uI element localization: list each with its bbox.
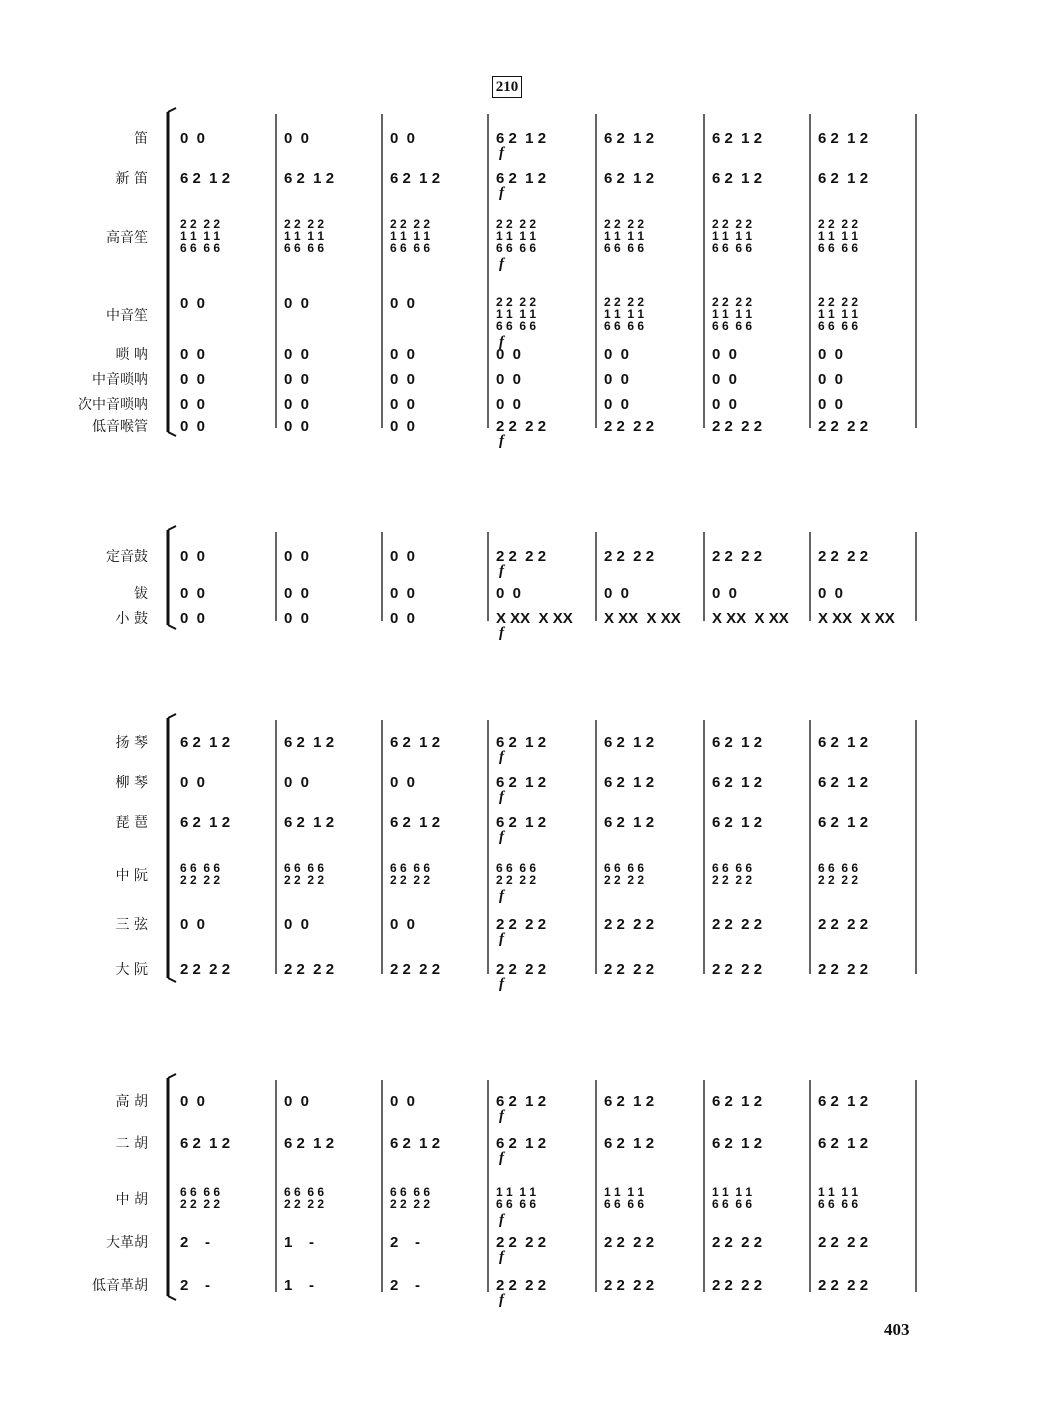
chord-voice: 2 2 2 2 (180, 873, 221, 887)
measure-notes: 2 - (180, 1277, 211, 1294)
chord-voice: 6 6 6 6 (818, 1197, 859, 1211)
measure-notes: 0 0 (712, 371, 738, 388)
dynamic-forte: f (499, 1292, 504, 1308)
system-bracket-cap (168, 1074, 176, 1078)
measure-notes: 0 0 (284, 585, 310, 602)
measure-notes: 0 0 (496, 371, 522, 388)
measure-notes: 6 2 1 2 (604, 774, 655, 791)
measure-notes (284, 218, 324, 254)
measure-notes: 0 0 (284, 1093, 310, 1110)
system-bracket-cap (168, 1296, 176, 1300)
dynamic-forte: f (499, 1108, 504, 1124)
dynamic-forte: f (499, 829, 504, 845)
measure-notes: 0 0 (180, 418, 206, 435)
measure-notes: 0 0 (180, 916, 206, 933)
chord-voice: 6 6 6 6 (604, 241, 645, 255)
measure-notes: X XX X XX (496, 610, 573, 627)
measure-notes: 6 2 1 2 (390, 1135, 441, 1152)
measure-notes (712, 862, 752, 886)
measure-notes: 6 2 1 2 (818, 130, 869, 147)
dynamic-forte: f (499, 789, 504, 805)
measure-notes: 2 2 2 2 (818, 548, 869, 565)
instrument-label: 笛 (134, 131, 148, 147)
measure-notes: 6 2 1 2 (818, 1093, 869, 1110)
measure-notes: 6 2 1 2 (712, 814, 763, 831)
measure-notes: 6 2 1 2 (284, 734, 335, 751)
measure-notes: 0 0 (604, 585, 630, 602)
measure-notes: 0 0 (284, 916, 310, 933)
measure-notes: 0 0 (284, 295, 310, 312)
measure-notes: 6 2 1 2 (180, 1135, 231, 1152)
chord-voice: 2 2 2 2 (390, 217, 431, 231)
instrument-label: 中 胡 (115, 1192, 148, 1208)
chord-voice: 6 6 6 6 (712, 1197, 753, 1211)
measure-notes: 0 0 (390, 418, 416, 435)
measure-notes: 6 2 1 2 (180, 170, 231, 187)
measure-notes: 0 0 (390, 371, 416, 388)
measure-notes (712, 218, 752, 254)
chord-voice: 1 1 1 1 (604, 1185, 645, 1199)
measure-notes (496, 218, 536, 254)
chord-voice: 6 6 6 6 (604, 861, 645, 875)
measure-notes: 6 2 1 2 (284, 814, 335, 831)
measure-notes: 2 2 2 2 (712, 916, 763, 933)
measure-notes: 0 0 (180, 585, 206, 602)
chord-voice: 6 6 6 6 (390, 241, 431, 255)
chord-voice: 1 1 1 1 (496, 229, 537, 243)
measure-notes: 6 2 1 2 (180, 734, 231, 751)
measure-notes: 0 0 (604, 346, 630, 363)
measure-notes: 2 - (390, 1277, 421, 1294)
chord-voice: 6 6 6 6 (712, 861, 753, 875)
measure-notes: 2 2 2 2 (604, 961, 655, 978)
measure-notes (180, 218, 220, 254)
measure-notes: 2 2 2 2 (604, 1277, 655, 1294)
measure-notes: 2 2 2 2 (496, 548, 547, 565)
measure-notes: 6 2 1 2 (712, 1093, 763, 1110)
instrument-label: 定音鼓 (106, 549, 148, 565)
measure-notes: 0 0 (180, 610, 206, 627)
measure-notes (496, 1186, 536, 1210)
measure-notes: 0 0 (284, 346, 310, 363)
measure-notes: 6 2 1 2 (604, 734, 655, 751)
instrument-label: 中音笙 (106, 308, 148, 324)
instrument-label: 低音革胡 (92, 1278, 148, 1294)
chord-voice: 2 2 2 2 (818, 217, 859, 231)
chord-voice: 1 1 1 1 (712, 307, 753, 321)
measure-notes (180, 862, 220, 886)
chord-voice: 6 6 6 6 (496, 319, 537, 333)
chord-voice: 2 2 2 2 (390, 1197, 431, 1211)
chord-voice: 6 6 6 6 (496, 1197, 537, 1211)
chord-voice: 2 2 2 2 (712, 295, 753, 309)
measure-notes: 0 0 (390, 396, 416, 413)
chord-voice: 2 2 2 2 (284, 873, 325, 887)
instrument-label: 高 胡 (115, 1094, 148, 1110)
system-bracket-cap (168, 108, 176, 112)
measure-notes: X XX X XX (712, 610, 789, 627)
instrument-label: 中音唢呐 (92, 372, 148, 388)
measure-notes: 0 0 (496, 346, 522, 363)
dynamic-forte: f (499, 334, 504, 350)
system-bracket-cap (168, 625, 176, 629)
chord-voice: 6 6 6 6 (284, 241, 325, 255)
measure-notes: 6 2 1 2 (496, 1135, 547, 1152)
measure-notes: 0 0 (180, 130, 206, 147)
chord-voice: 1 1 1 1 (818, 1185, 859, 1199)
measure-notes: 2 2 2 2 (390, 961, 441, 978)
measure-notes: 0 0 (604, 396, 630, 413)
measure-notes: 6 2 1 2 (496, 170, 547, 187)
measure-notes: 6 2 1 2 (284, 170, 335, 187)
measure-notes: 0 0 (818, 346, 844, 363)
measure-notes: 2 2 2 2 (712, 418, 763, 435)
measure-notes: 0 0 (180, 548, 206, 565)
measure-notes: 6 2 1 2 (496, 130, 547, 147)
chord-voice: 2 2 2 2 (604, 295, 645, 309)
measure-notes: 2 2 2 2 (496, 916, 547, 933)
chord-voice: 2 2 2 2 (604, 217, 645, 231)
system-bracket-cap (168, 714, 176, 718)
instrument-label: 二 胡 (115, 1136, 148, 1152)
measure-notes (496, 296, 536, 332)
chord-voice: 2 2 2 2 (180, 1197, 221, 1211)
measure-notes: 0 0 (390, 1093, 416, 1110)
measure-notes: 0 0 (818, 396, 844, 413)
measure-notes: 2 2 2 2 (604, 916, 655, 933)
measure-notes: 6 2 1 2 (712, 774, 763, 791)
measure-notes: 6 2 1 2 (604, 1135, 655, 1152)
measure-notes: 0 0 (818, 585, 844, 602)
dynamic-forte: f (499, 1212, 504, 1228)
chord-voice: 2 2 2 2 (712, 217, 753, 231)
measure-notes: 6 2 1 2 (604, 1093, 655, 1110)
measure-notes: 0 0 (180, 774, 206, 791)
measure-notes (284, 1186, 324, 1210)
measure-notes: 2 2 2 2 (712, 1234, 763, 1251)
measure-notes: 2 2 2 2 (712, 961, 763, 978)
measure-notes (818, 862, 858, 886)
chord-voice: 1 1 1 1 (390, 229, 431, 243)
measure-notes: 6 2 1 2 (496, 814, 547, 831)
dynamic-forte: f (499, 185, 504, 201)
dynamic-forte: f (499, 145, 504, 161)
measure-notes: 2 2 2 2 (818, 1234, 869, 1251)
instrument-label: 琵 琶 (115, 815, 148, 831)
system-bracket-cap (168, 432, 176, 436)
measure-notes: 1 - (284, 1277, 315, 1294)
chord-voice: 6 6 6 6 (818, 241, 859, 255)
measure-notes: X XX X XX (604, 610, 681, 627)
measure-notes: 2 2 2 2 (604, 1234, 655, 1251)
measure-notes (390, 1186, 430, 1210)
measure-notes: 2 - (390, 1234, 421, 1251)
chord-voice: 2 2 2 2 (712, 873, 753, 887)
chord-voice: 2 2 2 2 (496, 873, 537, 887)
chord-voice: 2 2 2 2 (496, 217, 537, 231)
measure-notes (818, 1186, 858, 1210)
measure-notes: 2 2 2 2 (604, 548, 655, 565)
dynamic-forte: f (499, 1150, 504, 1166)
instrument-label: 大 阮 (115, 962, 148, 978)
instrument-label: 中 阮 (115, 868, 148, 884)
measure-notes: 6 2 1 2 (180, 814, 231, 831)
measure-notes: 0 0 (180, 295, 206, 312)
measure-notes: 0 0 (180, 371, 206, 388)
chord-voice: 6 6 6 6 (284, 861, 325, 875)
measure-notes: 1 - (284, 1234, 315, 1251)
measure-notes: 0 0 (284, 396, 310, 413)
instrument-label: 大革胡 (106, 1235, 148, 1251)
instrument-label: 次中音唢呐 (78, 397, 148, 413)
measure-notes (604, 218, 644, 254)
system-bracket-cap (168, 978, 176, 982)
chord-voice: 2 2 2 2 (180, 217, 221, 231)
chord-voice: 1 1 1 1 (604, 229, 645, 243)
measure-notes: 0 0 (712, 396, 738, 413)
chord-voice: 6 6 6 6 (604, 319, 645, 333)
dynamic-forte: f (499, 433, 504, 449)
measure-notes: 0 0 (712, 346, 738, 363)
measure-notes: 0 0 (180, 396, 206, 413)
measure-notes: 0 0 (284, 774, 310, 791)
chord-voice: 1 1 1 1 (180, 229, 221, 243)
measure-notes: 6 2 1 2 (496, 734, 547, 751)
chord-voice: 2 2 2 2 (284, 1197, 325, 1211)
measure-notes: 6 2 1 2 (284, 1135, 335, 1152)
measure-notes (818, 296, 858, 332)
chord-voice: 1 1 1 1 (712, 1185, 753, 1199)
measure-notes: X XX X XX (818, 610, 895, 627)
instrument-label: 低音喉管 (92, 419, 148, 435)
measure-notes: 2 2 2 2 (496, 418, 547, 435)
measure-notes: 0 0 (390, 295, 416, 312)
chord-voice: 6 6 6 6 (390, 1185, 431, 1199)
chord-voice: 6 6 6 6 (604, 1197, 645, 1211)
measure-notes: 2 2 2 2 (496, 1277, 547, 1294)
measure-notes: 6 2 1 2 (712, 170, 763, 187)
measure-notes (390, 862, 430, 886)
measure-notes: 6 2 1 2 (390, 734, 441, 751)
measure-notes: 2 2 2 2 (496, 1234, 547, 1251)
chord-voice: 6 6 6 6 (818, 319, 859, 333)
measure-notes: 6 2 1 2 (390, 170, 441, 187)
measure-notes: 0 0 (496, 585, 522, 602)
measure-notes: 2 2 2 2 (818, 1277, 869, 1294)
chord-voice: 6 6 6 6 (390, 861, 431, 875)
dynamic-forte: f (499, 625, 504, 641)
chord-voice: 1 1 1 1 (284, 229, 325, 243)
measure-notes: 0 0 (496, 396, 522, 413)
instrument-label: 高音笙 (106, 230, 148, 246)
measure-notes: 2 2 2 2 (284, 961, 335, 978)
chord-voice: 2 2 2 2 (390, 873, 431, 887)
dynamic-forte: f (499, 749, 504, 765)
measure-notes: 0 0 (818, 371, 844, 388)
measure-notes: 2 2 2 2 (180, 961, 231, 978)
measure-notes: 0 0 (390, 548, 416, 565)
measure-notes: 0 0 (284, 548, 310, 565)
chord-voice: 6 6 6 6 (180, 1185, 221, 1199)
dynamic-forte: f (499, 1249, 504, 1265)
measure-notes: 0 0 (284, 610, 310, 627)
dynamic-forte: f (499, 888, 504, 904)
dynamic-forte: f (499, 256, 504, 272)
measure-notes (818, 218, 858, 254)
measure-notes: 0 0 (180, 346, 206, 363)
measure-notes: 2 2 2 2 (604, 418, 655, 435)
measure-notes (284, 862, 324, 886)
measure-notes: 0 0 (284, 130, 310, 147)
measure-notes (496, 862, 536, 886)
measure-notes: 6 2 1 2 (818, 1135, 869, 1152)
chord-voice: 1 1 1 1 (818, 229, 859, 243)
measure-notes (180, 1186, 220, 1210)
chord-voice: 6 6 6 6 (712, 319, 753, 333)
chord-voice: 6 6 6 6 (180, 241, 221, 255)
measure-notes: 6 2 1 2 (390, 814, 441, 831)
dynamic-forte: f (499, 931, 504, 947)
chord-voice: 1 1 1 1 (496, 307, 537, 321)
chord-voice: 6 6 6 6 (180, 861, 221, 875)
measure-notes: 0 0 (390, 130, 416, 147)
chord-voice: 2 2 2 2 (818, 873, 859, 887)
chord-voice: 2 2 2 2 (284, 217, 325, 231)
measure-notes (712, 296, 752, 332)
measure-notes: 0 0 (390, 585, 416, 602)
chord-voice: 6 6 6 6 (496, 861, 537, 875)
measure-notes: 6 2 1 2 (496, 774, 547, 791)
measure-notes (604, 1186, 644, 1210)
measure-notes: 6 2 1 2 (818, 774, 869, 791)
chord-voice: 1 1 1 1 (712, 229, 753, 243)
chord-voice: 2 2 2 2 (818, 295, 859, 309)
page-number: 403 (884, 1320, 910, 1339)
measure-notes: 2 2 2 2 (818, 961, 869, 978)
measure-notes: 0 0 (712, 585, 738, 602)
measure-notes: 6 2 1 2 (818, 814, 869, 831)
measure-notes: 6 2 1 2 (712, 1135, 763, 1152)
measure-notes: 0 0 (180, 1093, 206, 1110)
measure-notes: 6 2 1 2 (712, 130, 763, 147)
measure-notes: 0 0 (390, 346, 416, 363)
dynamic-forte: f (499, 563, 504, 579)
measure-notes: 0 0 (284, 371, 310, 388)
measure-notes: 2 - (180, 1234, 211, 1251)
measure-notes: 6 2 1 2 (818, 734, 869, 751)
measure-notes: 6 2 1 2 (604, 130, 655, 147)
instrument-label: 唢 呐 (115, 347, 148, 363)
measure-notes (712, 1186, 752, 1210)
chord-voice: 1 1 1 1 (818, 307, 859, 321)
measure-notes: 0 0 (390, 610, 416, 627)
measure-notes: 6 2 1 2 (604, 814, 655, 831)
measure-notes: 2 2 2 2 (818, 916, 869, 933)
chord-voice: 1 1 1 1 (496, 1185, 537, 1199)
measure-notes: 2 2 2 2 (818, 418, 869, 435)
measure-notes: 2 2 2 2 (712, 1277, 763, 1294)
system-bracket-cap (168, 526, 176, 530)
measure-notes: 0 0 (390, 916, 416, 933)
chord-voice: 2 2 2 2 (604, 873, 645, 887)
measure-notes (604, 862, 644, 886)
dynamic-forte: f (499, 976, 504, 992)
measure-notes: 0 0 (284, 418, 310, 435)
measure-notes: 6 2 1 2 (604, 170, 655, 187)
instrument-label: 钹 (134, 586, 148, 602)
measure-notes: 6 2 1 2 (712, 734, 763, 751)
instrument-label: 小 鼓 (115, 611, 148, 627)
measure-notes: 2 2 2 2 (496, 961, 547, 978)
instrument-label: 新 笛 (115, 171, 148, 187)
measure-notes (390, 218, 430, 254)
instrument-label: 三 弦 (115, 917, 148, 933)
measure-notes: 0 0 (604, 371, 630, 388)
chord-voice: 6 6 6 6 (818, 861, 859, 875)
chord-voice: 6 6 6 6 (496, 241, 537, 255)
measure-notes (604, 296, 644, 332)
measure-notes: 2 2 2 2 (712, 548, 763, 565)
chord-voice: 1 1 1 1 (604, 307, 645, 321)
chord-voice: 2 2 2 2 (496, 295, 537, 309)
rehearsal-mark: 210 (492, 76, 522, 98)
instrument-label: 扬 琴 (115, 735, 148, 751)
measure-notes: 0 0 (390, 774, 416, 791)
chord-voice: 6 6 6 6 (284, 1185, 325, 1199)
chord-voice: 6 6 6 6 (712, 241, 753, 255)
measure-notes: 6 2 1 2 (818, 170, 869, 187)
instrument-label: 柳 琴 (115, 775, 148, 791)
measure-notes: 6 2 1 2 (496, 1093, 547, 1110)
